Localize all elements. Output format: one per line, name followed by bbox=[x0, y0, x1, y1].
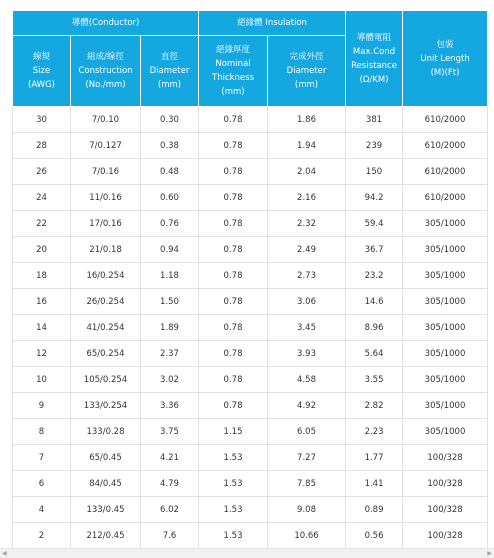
table-row bbox=[13, 263, 488, 289]
table-row bbox=[13, 445, 488, 471]
table-header bbox=[13, 11, 488, 107]
construction-cell: 65/0.45 bbox=[71, 445, 141, 471]
conductor-diameter-cell: 4.79 bbox=[141, 471, 199, 497]
outer-diameter-cell: 1.94 bbox=[268, 133, 346, 159]
thickness-cell: 1.15 bbox=[199, 419, 268, 445]
construction-cell: 133/0.254 bbox=[71, 393, 141, 419]
outer-diameter-cell: 7.27 bbox=[268, 445, 346, 471]
outer-diameter-cell: 2.49 bbox=[268, 237, 346, 263]
thickness-cell: 0.78 bbox=[199, 367, 268, 393]
unit-length-cell: 305/1000 bbox=[403, 289, 488, 315]
unit-length-cell: 610/2000 bbox=[403, 133, 488, 159]
construction-cell: 212/0.45 bbox=[71, 523, 141, 549]
size-cell: 14 bbox=[13, 315, 71, 341]
conductor-diameter-cell: 3.02 bbox=[141, 367, 199, 393]
table-row bbox=[13, 159, 488, 185]
scroll-right-icon[interactable]: ▶ bbox=[487, 550, 492, 557]
table-row bbox=[13, 367, 488, 393]
conductor-diameter-cell: 2.37 bbox=[141, 341, 199, 367]
conductor-diameter-cell: 6.02 bbox=[141, 497, 199, 523]
construction-cell: 7/0.16 bbox=[71, 159, 141, 185]
construction-cell: 133/0.45 bbox=[71, 497, 141, 523]
resistance-cell: 59.4 bbox=[346, 211, 403, 237]
resistance-cell: 36.7 bbox=[346, 237, 403, 263]
thickness-cell: 0.78 bbox=[199, 133, 268, 159]
conductor-diameter-cell: 4.21 bbox=[141, 445, 199, 471]
thickness-cell: 0.78 bbox=[199, 393, 268, 419]
construction-header: 組成/線徑 Construction (No./mm) bbox=[71, 36, 141, 107]
table-row bbox=[13, 497, 488, 523]
resistance-cell: 8.96 bbox=[346, 315, 403, 341]
unit-length-cell: 305/1000 bbox=[403, 367, 488, 393]
resistance-cell: 94.2 bbox=[346, 185, 403, 211]
resistance-cell: 1.41 bbox=[346, 471, 403, 497]
size-cell: 22 bbox=[13, 211, 71, 237]
resistance-cell: 23.2 bbox=[346, 263, 403, 289]
unit-length-cell: 100/328 bbox=[403, 497, 488, 523]
size-cell: 4 bbox=[13, 497, 71, 523]
conductor-diameter-cell: 0.30 bbox=[141, 107, 199, 133]
construction-cell: 65/0.254 bbox=[71, 341, 141, 367]
size-cell: 6 bbox=[13, 471, 71, 497]
outer-diameter-cell: 3.06 bbox=[268, 289, 346, 315]
table-row bbox=[13, 523, 488, 549]
size-cell: 18 bbox=[13, 263, 71, 289]
conductor-diameter-cell: 0.76 bbox=[141, 211, 199, 237]
outer-diameter-cell: 6.05 bbox=[268, 419, 346, 445]
construction-cell: 21/0.18 bbox=[71, 237, 141, 263]
size-cell: 8 bbox=[13, 419, 71, 445]
table-row bbox=[13, 341, 488, 367]
outer-diameter-cell: 7.85 bbox=[268, 471, 346, 497]
size-cell: 7 bbox=[13, 445, 71, 471]
thickness-cell: 1.53 bbox=[199, 523, 268, 549]
unit-length-cell: 610/2000 bbox=[403, 185, 488, 211]
outer-diameter-header: 完成外徑 Diameter (mm) bbox=[268, 36, 346, 107]
conductor-diameter-cell: 0.94 bbox=[141, 237, 199, 263]
outer-diameter-cell: 2.73 bbox=[268, 263, 346, 289]
unit-length-cell: 100/328 bbox=[403, 471, 488, 497]
unit-length-cell: 305/1000 bbox=[403, 419, 488, 445]
thickness-cell: 1.53 bbox=[199, 471, 268, 497]
resistance-cell: 2.23 bbox=[346, 419, 403, 445]
construction-cell: 11/0.16 bbox=[71, 185, 141, 211]
scroll-left-icon[interactable]: ◀ bbox=[2, 550, 7, 557]
resistance-cell: 3.55 bbox=[346, 367, 403, 393]
conductor-diameter-cell: 1.50 bbox=[141, 289, 199, 315]
size-cell: 28 bbox=[13, 133, 71, 159]
conductor-diameter-cell: 3.36 bbox=[141, 393, 199, 419]
outer-diameter-cell: 2.32 bbox=[268, 211, 346, 237]
resistance-cell: 14.6 bbox=[346, 289, 403, 315]
table-body bbox=[13, 107, 488, 549]
construction-cell: 41/0.254 bbox=[71, 315, 141, 341]
outer-diameter-cell: 4.92 bbox=[268, 393, 346, 419]
size-cell: 9 bbox=[13, 393, 71, 419]
resistance-cell: 150 bbox=[346, 159, 403, 185]
table-row bbox=[13, 393, 488, 419]
size-cell: 30 bbox=[13, 107, 71, 133]
unit-length-cell: 100/328 bbox=[403, 445, 488, 471]
unit-length-cell: 305/1000 bbox=[403, 263, 488, 289]
conductor-diameter-cell: 0.60 bbox=[141, 185, 199, 211]
unit-length-cell: 610/2000 bbox=[403, 107, 488, 133]
construction-cell: 26/0.254 bbox=[71, 289, 141, 315]
outer-diameter-cell: 4.58 bbox=[268, 367, 346, 393]
thickness-cell: 0.78 bbox=[199, 263, 268, 289]
outer-diameter-cell: 2.04 bbox=[268, 159, 346, 185]
conductor-diameter-header: 直徑 Diameter (mm) bbox=[141, 36, 199, 107]
size-cell: 2 bbox=[13, 523, 71, 549]
conductor-diameter-cell: 1.18 bbox=[141, 263, 199, 289]
construction-cell: 17/0.16 bbox=[71, 211, 141, 237]
outer-diameter-cell: 2.16 bbox=[268, 185, 346, 211]
table-row bbox=[13, 315, 488, 341]
table-row bbox=[13, 471, 488, 497]
outer-diameter-cell: 10.66 bbox=[268, 523, 346, 549]
size-cell: 12 bbox=[13, 341, 71, 367]
resistance-cell: 381 bbox=[346, 107, 403, 133]
outer-diameter-cell: 3.45 bbox=[268, 315, 346, 341]
size-cell: 16 bbox=[13, 289, 71, 315]
size-cell: 24 bbox=[13, 185, 71, 211]
outer-diameter-cell: 3.93 bbox=[268, 341, 346, 367]
size-cell: 10 bbox=[13, 367, 71, 393]
table-row bbox=[13, 237, 488, 263]
unit-length-cell: 610/2000 bbox=[403, 159, 488, 185]
unit-length-cell: 305/1000 bbox=[403, 341, 488, 367]
unit-length-header: 包裝 Unit Length (M)(Ft) bbox=[403, 11, 488, 107]
resistance-cell: 0.56 bbox=[346, 523, 403, 549]
table-row bbox=[13, 419, 488, 445]
table-row bbox=[13, 289, 488, 315]
resistance-cell: 0.89 bbox=[346, 497, 403, 523]
insulation-group-header: 絕緣體 Insulation bbox=[199, 11, 346, 36]
resistance-cell: 2.82 bbox=[346, 393, 403, 419]
unit-length-cell: 100/328 bbox=[403, 523, 488, 549]
conductor-group-header: 導體(Conductor) bbox=[13, 11, 199, 36]
thickness-cell: 0.78 bbox=[199, 159, 268, 185]
resistance-cell: 1.77 bbox=[346, 445, 403, 471]
size-cell: 26 bbox=[13, 159, 71, 185]
thickness-cell: 0.78 bbox=[199, 315, 268, 341]
construction-cell: 133/0.28 bbox=[71, 419, 141, 445]
thickness-cell: 0.78 bbox=[199, 341, 268, 367]
construction-cell: 16/0.254 bbox=[71, 263, 141, 289]
thickness-cell: 0.78 bbox=[199, 185, 268, 211]
resistance-cell: 239 bbox=[346, 133, 403, 159]
unit-length-cell: 305/1000 bbox=[403, 393, 488, 419]
conductor-diameter-cell: 0.38 bbox=[141, 133, 199, 159]
conductor-diameter-cell: 0.48 bbox=[141, 159, 199, 185]
thickness-header: 絕緣厚度 Nominal Thickness (mm) bbox=[199, 36, 268, 107]
resistance-header: 導體電阻 Max.Cond Resistance (Ω/KM) bbox=[346, 11, 403, 107]
thickness-cell: 1.53 bbox=[199, 497, 268, 523]
thickness-cell: 0.78 bbox=[199, 211, 268, 237]
resistance-cell: 5.64 bbox=[346, 341, 403, 367]
conductor-diameter-cell: 7.6 bbox=[141, 523, 199, 549]
unit-length-cell: 305/1000 bbox=[403, 237, 488, 263]
size-header: 線規 Size (AWG) bbox=[13, 36, 71, 107]
construction-cell: 7/0.127 bbox=[71, 133, 141, 159]
unit-length-cell: 305/1000 bbox=[403, 315, 488, 341]
conductor-diameter-cell: 1.89 bbox=[141, 315, 199, 341]
thickness-cell: 0.78 bbox=[199, 237, 268, 263]
outer-diameter-cell: 1.86 bbox=[268, 107, 346, 133]
thickness-cell: 1.53 bbox=[199, 445, 268, 471]
unit-length-cell: 305/1000 bbox=[403, 211, 488, 237]
thickness-cell: 0.78 bbox=[199, 289, 268, 315]
outer-diameter-cell: 9.08 bbox=[268, 497, 346, 523]
size-cell: 20 bbox=[13, 237, 71, 263]
table-row bbox=[13, 185, 488, 211]
conductor-diameter-cell: 3.75 bbox=[141, 419, 199, 445]
construction-cell: 7/0.10 bbox=[71, 107, 141, 133]
table-row bbox=[13, 211, 488, 237]
construction-cell: 84/0.45 bbox=[71, 471, 141, 497]
wire-spec-table bbox=[12, 10, 488, 549]
table-row bbox=[13, 107, 488, 133]
construction-cell: 105/0.254 bbox=[71, 367, 141, 393]
thickness-cell: 0.78 bbox=[199, 107, 268, 133]
table-row bbox=[13, 133, 488, 159]
